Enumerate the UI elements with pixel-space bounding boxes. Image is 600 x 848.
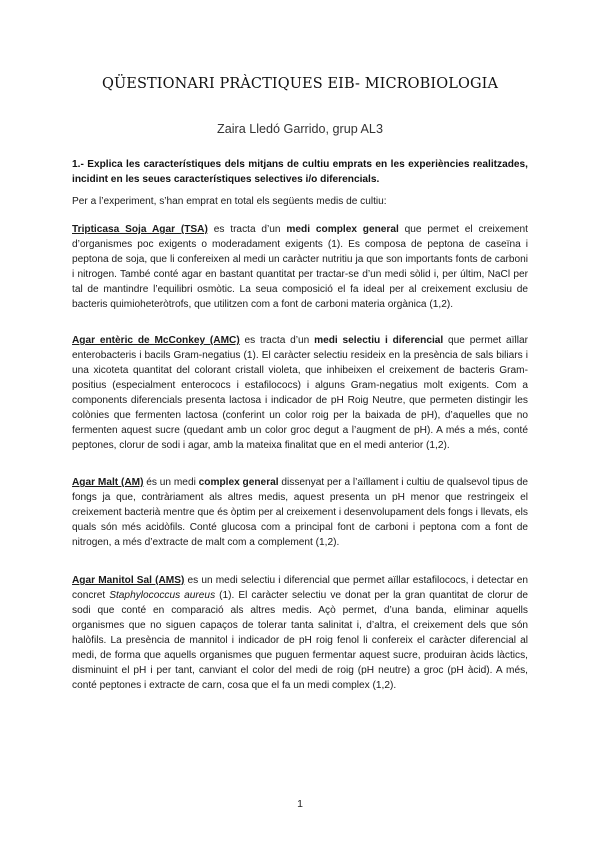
species-name: Staphylococcus aureus [109,590,216,601]
author-line: Zaira Lledó Garrido, grup AL3 [217,122,383,136]
medium-type-keyword: complex general [198,477,279,488]
paragraph-am [72,475,528,550]
paragraph-text: és un medi [143,477,199,488]
medium-name-amc: Agar entèric de McConkey (AMC) [72,335,240,346]
paragraph-text: dissenyat per a l’aïllament i cultiu de qualsevol tipus de fongs ja que, contràriament als altres medis, aquest presenta un pH menor que restringeix el creixement bacterià mentre que és òptim per al creixement i desenvolupament dels fongs i llevats, els quals són més acidòfils. Conté glucosa com a principal font de carboni i peptona com a font de nitrogen, a més d’extracte de malt com a complement (1,2). [72,477,528,548]
intro-text: Per a l’experiment, s’han emprat en total els següents medis de cultiu: [72,196,387,207]
medium-name-am: Agar Malt (AM) [72,477,144,488]
medium-type-keyword: medi selectiu i diferencial [314,335,444,346]
medium-type-keyword: medi complex general [286,224,399,235]
paragraph-text: es tracta d’un [207,224,287,235]
medium-name-tsa: Tripticasa Soja Agar (TSA) [72,224,208,235]
document-title: QÜESTIONARI PRÀCTIQUES EIB- MICROBIOLOGIA [101,76,499,92]
paragraph-text: es tracta d’un [239,335,315,346]
page-number: 1 [297,798,303,810]
paragraph-tsa [72,222,528,312]
paragraph-text: (1). El caràcter selectiu ve donat per la gran quantitat de clorur de sodi que conté en comparació als altres medis. Açò permet, d’una banda, eliminar aquells organismes que no siguen capaços de tolerar tanta salinitat i, d’altra, el creixement dels que són halòfils. La presència de mannitol i indicador de pH roig fenol li confereix el caràcter diferencial al medi, de forma que aquells organismes que puguen fermentar aquest sucre, produiran àcids làctics, disminuint el pH i per tant, canviant el color del medi de roig (pH neutre) a groc (pH àcid). A més, conté peptones i extracte de carn, cosa que el fa un medi complex (1,2). [72,590,528,691]
paragraph-amc [72,333,528,453]
paragraph-text: es un medi selectiu i diferencial que permet aïllar estafilococs, i detectar en concret [72,575,528,601]
medium-name-ams: Agar Manitol Sal (AMS) [72,575,185,586]
paragraph-text: que permet aïllar enterobacteris i bacils Gram-negatius (1). El caràcter selectiu resideix en la presència de sals biliars i una xicoteta quantitat del colorant cristall violeta, que inhibeixen el creixement de bacteris Gram-positius (especialment enterococs i estafilococs) i alguns Gram-negatius molt exigents. Com a components diferencials presenta lactosa i indicador de pH Roig Neutre, que permeten distingir les colònies que fermenten lactosa (conferint un color roig per la baixada de pH), d’aquelles que no fermenten aquest sucre (quedant amb un color groc degut a l’augment de pH). A més a més, conté peptones, clorur de sodi i agar, amb la mateixa finalitat que en el medi anterior (1,2). [72,335,528,451]
paragraph-ams [72,573,528,693]
question-heading: 1.- Explica les característiques dels mitjans de cultiu emprats en les experiències realitzades, incidint en les seues característiques selectives i/o diferencials. [72,159,528,185]
paragraph-text: que permet el creixement d’organismes poc exigents o moderadament exigents (1). Es composa de peptona de caseïna i peptona de soja, que li confereixen al medi un caràcter nutritiu ja que son importants fonts de carboni i nitrogen. També conté agar en bastant quantitat per tractar-se d’un medi sòlid i, per últim, NaCl per tal de mantindre l’equilibri osmòtic. La seua composició el fa ideal per al creixement exclusiu de bacteris quimioheteròtrofs, que utilitzen com a font de carboni materia orgànica (1,2). [72,224,528,310]
